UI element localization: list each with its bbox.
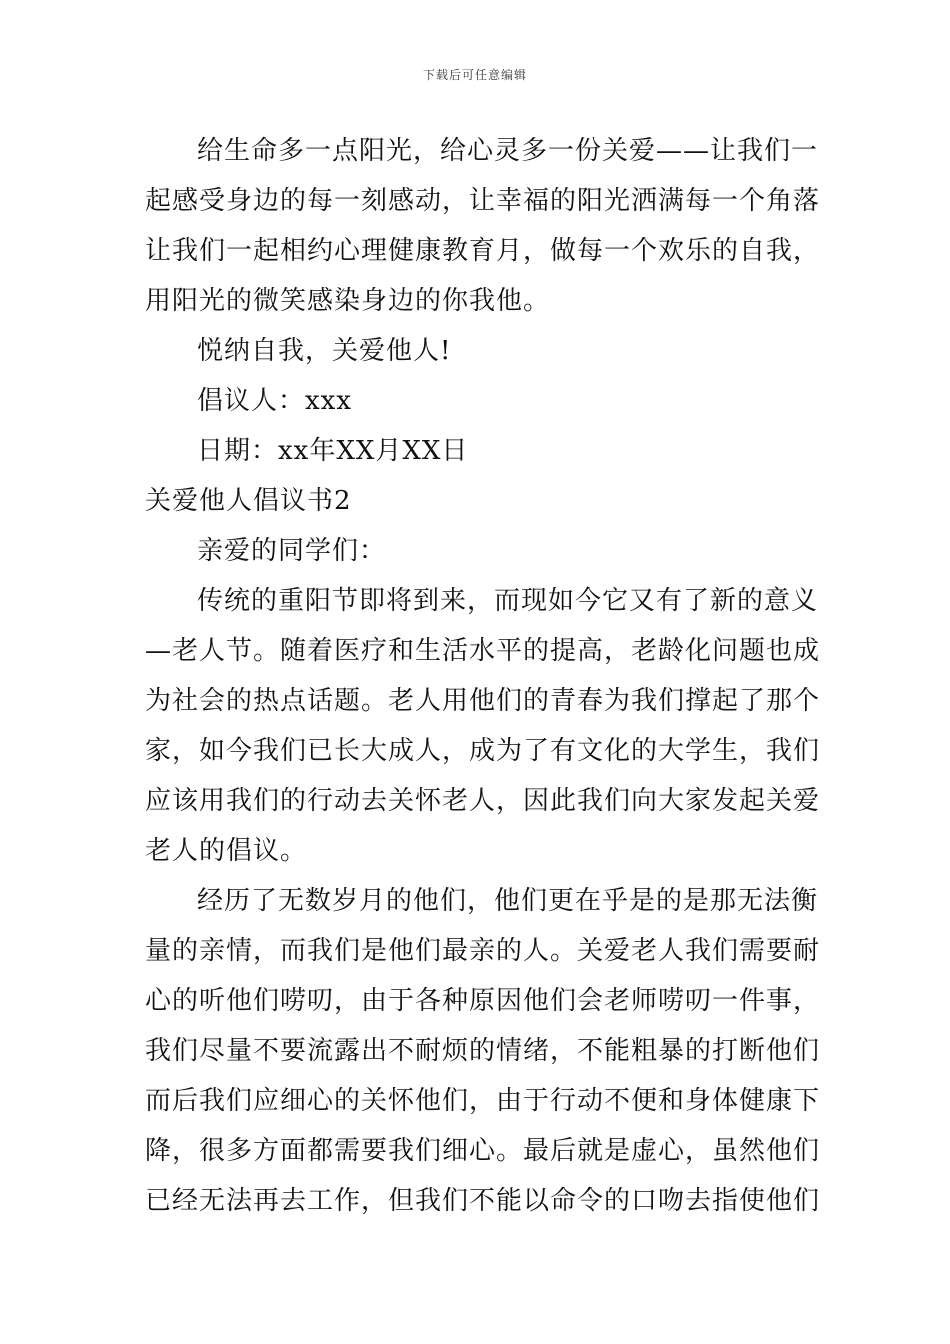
text-line: 为社会的热点话题。老人用他们的青春为我们撑起了那个 [145, 686, 821, 716]
text-line: 已经无法再去工作，但我们不能以命令的口吻去指使他们 [145, 1186, 821, 1216]
text-line: 让我们一起相约心理健康教育月，做每一个欢乐的自我， [145, 236, 821, 266]
page-header-note: 下载后可任意编辑 [422, 68, 527, 82]
text-line: —老人节。随着医疗和生活水平的提高，老龄化问题也成 [145, 636, 821, 666]
text-line: 经历了无数岁月的他们，他们更在乎是的是那无法衡 [197, 886, 819, 916]
text-line: 关爱他人倡议书2 [145, 486, 352, 516]
text-line: 悦纳自我，关爱他人! [197, 336, 452, 366]
text-line: 应该用我们的行动去关怀老人，因此我们向大家发起关爱 [145, 786, 821, 816]
text-line: 我们尽量不要流露出不耐烦的情绪，不能粗暴的打断他们 [145, 1036, 821, 1066]
text-line: 传统的重阳节即将到来，而现如今它又有了新的意义 [197, 586, 819, 616]
text-line: 心的听他们唠叨，由于各种原因他们会老师唠叨一件事， [145, 986, 821, 1016]
text-line: 倡议人：xxx [197, 386, 352, 416]
text-line: 日期：xx年XX月XX日 [197, 436, 469, 466]
text-line: 降，很多方面都需要我们细心。最后就是虚心，虽然他们 [145, 1136, 821, 1166]
document-body [145, 126, 821, 1226]
text-line: 而后我们应细心的关怀他们，由于行动不便和身体健康下 [145, 1086, 821, 1116]
text-line: 给生命多一点阳光，给心灵多一份关爱——让我们一 [197, 136, 819, 166]
text-line: 亲爱的同学们： [197, 536, 387, 566]
text-line: 老人的倡议。 [145, 836, 308, 866]
text-line: 用阳光的微笑感染身边的你我他。 [145, 286, 551, 316]
text-line: 家，如今我们已长大成人，成为了有文化的大学生，我们 [145, 736, 821, 766]
text-line: 量的亲情，而我们是他们最亲的人。关爱老人我们需要耐 [145, 936, 821, 966]
text-line: 起感受身边的每一刻感动，让幸福的阳光洒满每一个角落 [145, 186, 821, 216]
